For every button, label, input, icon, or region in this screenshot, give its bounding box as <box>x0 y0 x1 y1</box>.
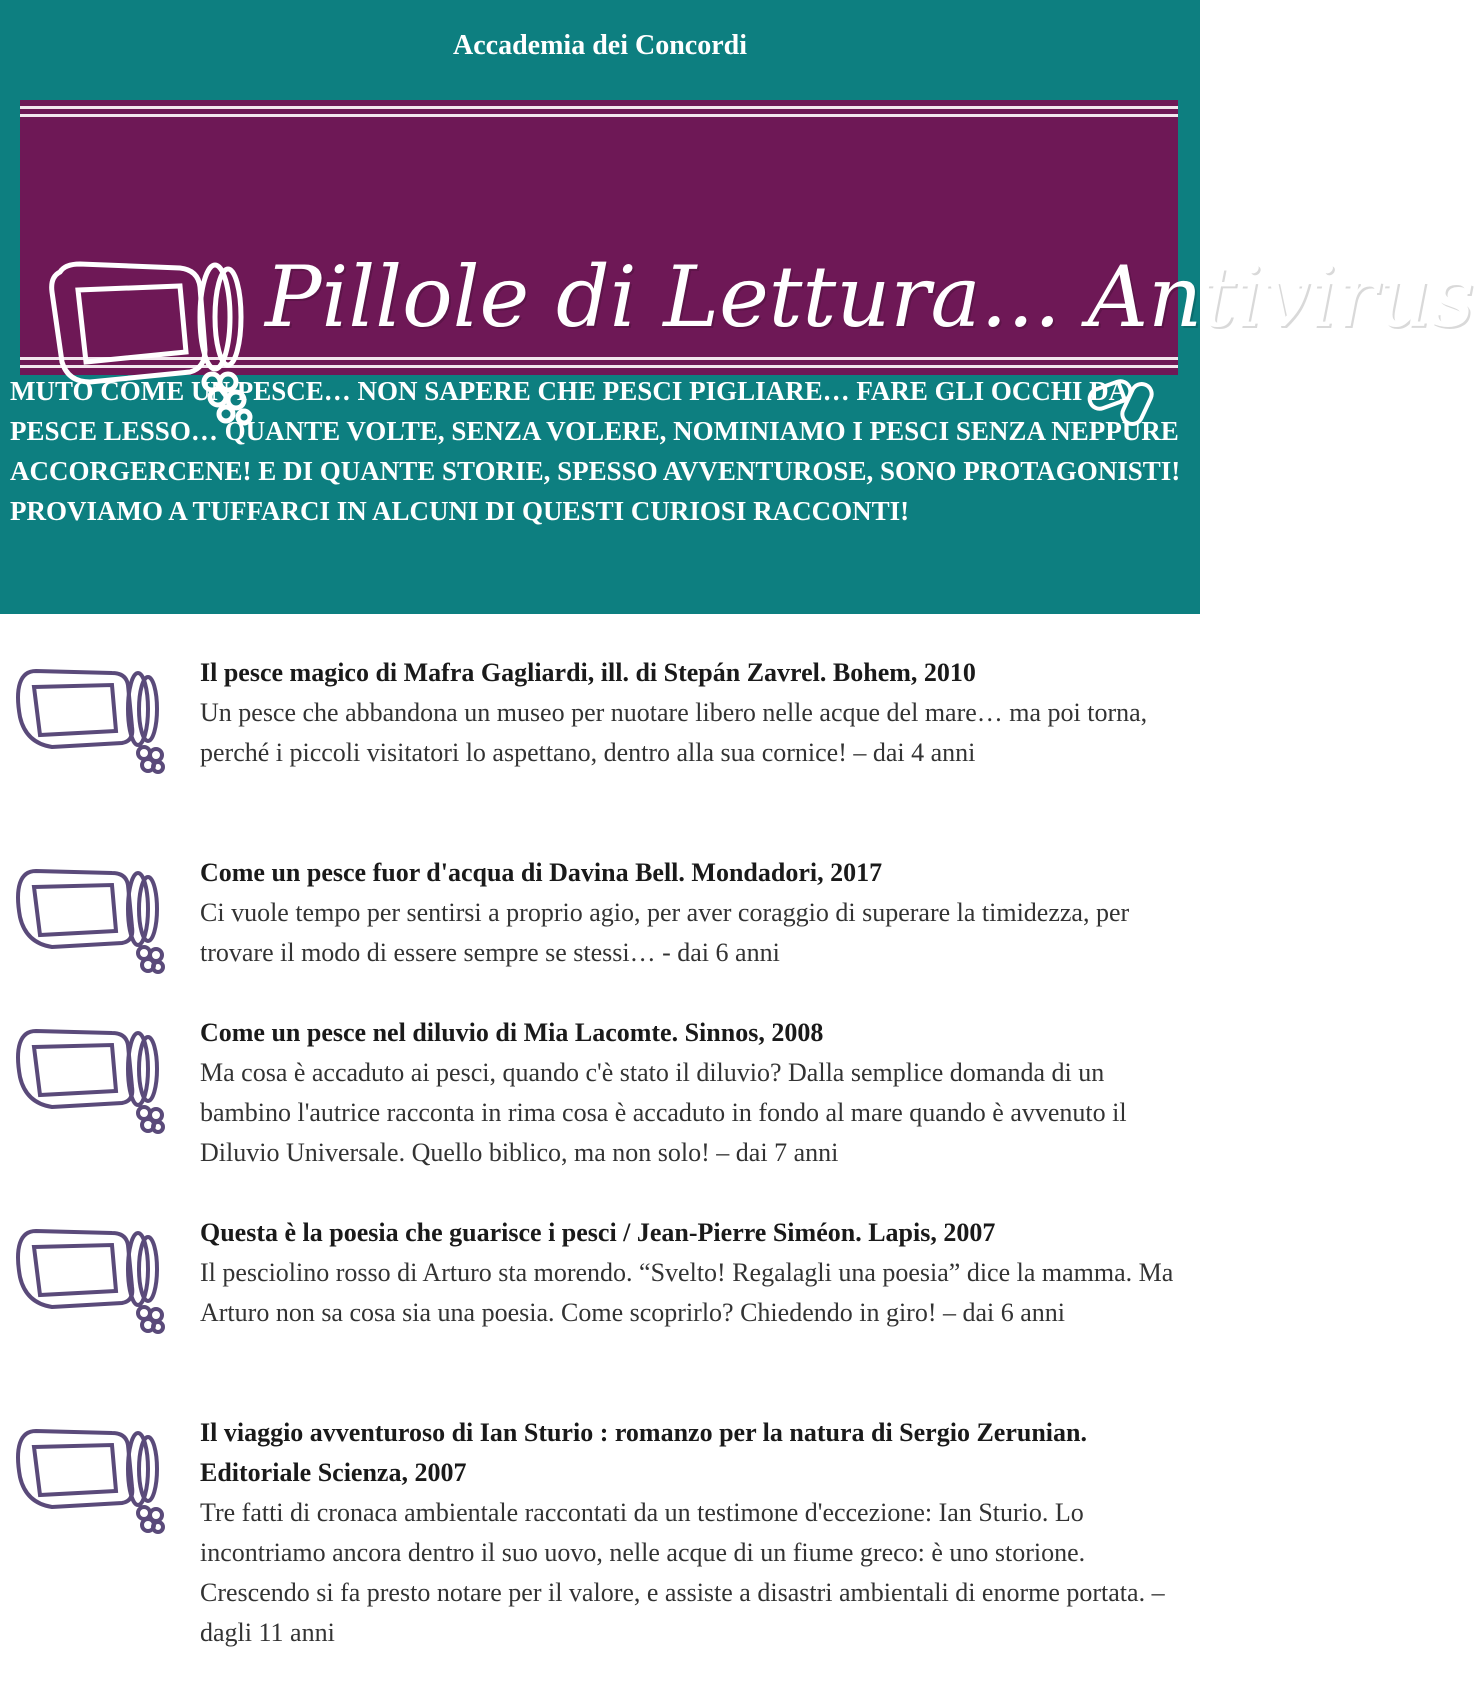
book-title: Il pesce magico di Mafra Gagliardi, ill. di Stepán Zavrel. Bohem, 2010 <box>200 658 976 687</box>
pill-bottle-icon <box>12 1015 162 1135</box>
header <box>0 0 1475 614</box>
pill-bottle-icon <box>12 1215 162 1335</box>
banner <box>20 100 1475 375</box>
intro-text: MUTO COME UN PESCE… NON SAPERE CHE PESCI PIGLIARE… FARE GLI OCCHI DA PESCE LESSO… QUANTE VOLTE, SENZA VOLERE, NOMINIAMO I PESCI SENZA NEPPURE ACCORGERCENE! E DI QUANTE STORIE, SPESSO AVVENTUROSE, SONO PROTAGONISTI! PROVIAMO A TUFFARCI IN ALCUNI DI QUESTI CURIOSI RACCONTI! <box>10 376 1181 526</box>
book-title: Il viaggio avventuroso di Ian Sturio : romanzo per la natura di Sergio Zerunian. Editoriale Scienza, 2007 <box>200 1418 1087 1487</box>
book-description: Ci vuole tempo per sentirsi a proprio agio, per aver coraggio di superare la timidezza, per trovare il modo di essere sempre se stessi… - dai 6 anni <box>200 898 1130 967</box>
book-title: Come un pesce fuor d'acqua di Davina Bell. Mondadori, 2017 <box>200 858 883 887</box>
book-description: Il pesciolino rosso di Arturo sta morendo. “Svelto! Regalagli una poesia” dice la mamma. Ma Arturo non sa cosa sia una poesia. Come scoprirlo? Chiedendo in giro! – dai 6 anni <box>200 1258 1174 1327</box>
book-description: Ma cosa è accaduto ai pesci, quando c'è stato il diluvio? Dalla semplice domanda di un bambino l'autrice racconta in rima cosa è accaduto in fondo al mare quando è avvenuto il Diluvio Universale. Quello biblico, ma non solo! – dai 7 anni <box>200 1058 1127 1167</box>
pill-bottle-icon <box>12 655 162 775</box>
banner-title: Pillole di Lettura... Antivirus <box>265 248 1475 346</box>
book-title: Come un pesce nel diluvio di Mia Lacomte. Sinnos, 2008 <box>200 1018 824 1047</box>
pill-bottle-icon <box>12 855 162 975</box>
org-name: Accademia dei Concordi <box>453 30 747 61</box>
book-description: Tre fatti di cronaca ambientale raccontati da un testimone d'eccezione: Ian Sturio. Lo incontriamo ancora dentro il suo uovo, nelle acque di un fiume greco: è uno storione. Crescendo si fa presto notare per il valore, e assiste a disastri ambientali di enorme portata. – dagli 11 anni <box>200 1498 1165 1647</box>
book-title: Questa è la poesia che guarisce i pesci / Jean-Pierre Siméon. Lapis, 2007 <box>200 1218 996 1247</box>
book-description: Un pesce che abbandona un museo per nuotare libero nelle acque del mare… ma poi torna, perché i piccoli visitatori lo aspettano, dentro alla sua cornice! – dai 4 anni <box>200 698 1148 767</box>
pill-bottle-icon <box>12 1415 162 1535</box>
